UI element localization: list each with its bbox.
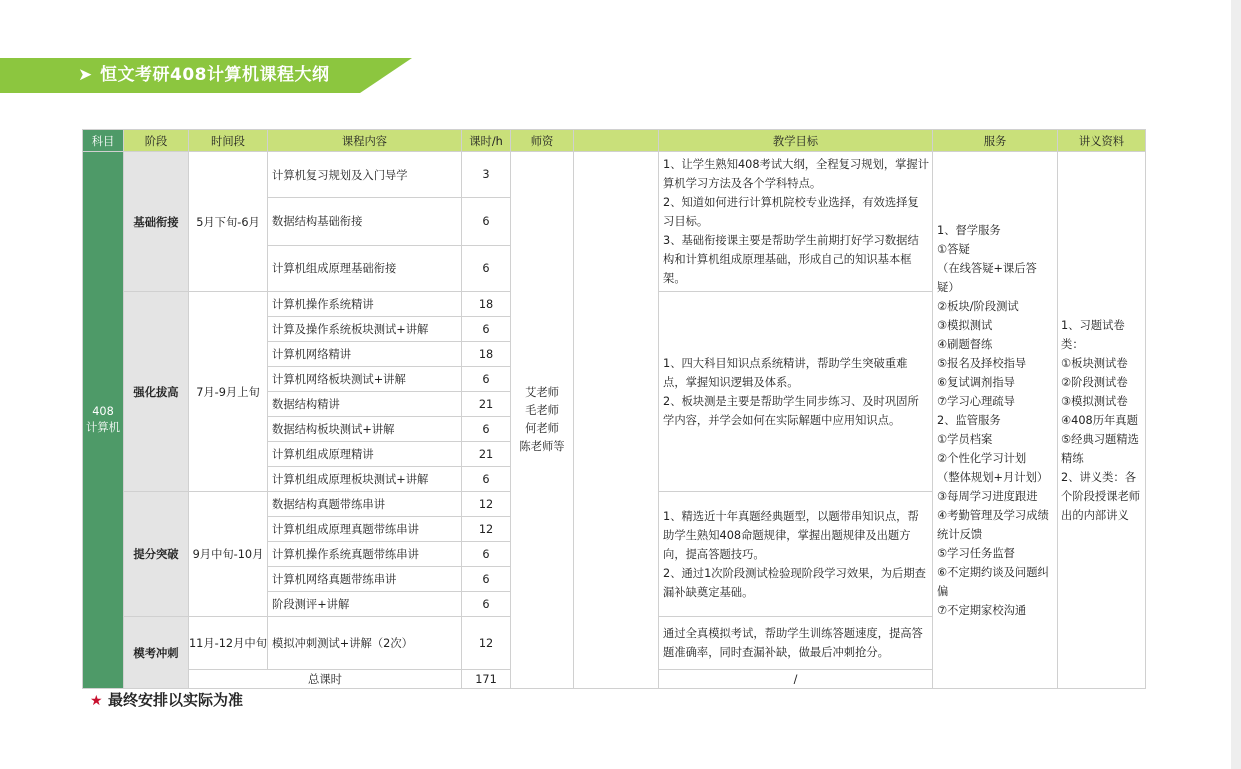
arrow-icon: ➤ (78, 65, 93, 85)
course-content: 数据结构板块测试+讲解 (268, 417, 462, 442)
course-content: 数据结构精讲 (268, 392, 462, 417)
course-hours: 21 (462, 392, 511, 417)
course-hours: 6 (462, 417, 511, 442)
material-cell: 1、习题试卷类： ①板块测试卷 ②阶段测试卷 ③模拟测试卷 ④408历年真题 ⑤经典习题精选精练 2、讲义类：各个阶段授课老师出的内部讲义 (1058, 152, 1146, 689)
course-hours: 6 (462, 542, 511, 567)
header-service: 服务 (933, 130, 1058, 152)
header-row (83, 130, 1146, 152)
stage-period: 7月-9月上旬 (189, 292, 268, 492)
service-cell: 1、督学服务 ①答疑 （在线答疑+课后答疑） ②板块/阶段测试 ③模拟测试 ④刷题督练 ⑤报名及择校指导 ⑥复试调剂指导 ⑦学习心理疏导 2、监管服务 ①学员档案 ②个性化学习计划 （整体规划+月计划） ③每周学习进度跟进 ④考勤管理及学习成绩统计反馈 ⑤学习任务监督 ⑥不定期约谈及问题纠偏 ⑦不定期家校沟通 (933, 152, 1058, 689)
stage-goal: 1、精选近十年真题经典题型，以题带串知识点，帮助学生熟知408命题规律，掌握出题规律及出题方向，提高答题技巧。 2、通过1次阶段测试检验现阶段学习效果，为后期查漏补缺奠定基础。 (659, 492, 933, 617)
course-content: 计算机复习规划及入门导学 (268, 152, 462, 198)
course-content: 计算及操作系统板块测试+讲解 (268, 317, 462, 342)
header-stage: 阶段 (124, 130, 189, 152)
stage-name: 提分突破 (124, 492, 189, 617)
course-content: 阶段测评+讲解 (268, 592, 462, 617)
header-subject: 科目 (83, 130, 124, 152)
total-label: 总课时 (189, 670, 462, 689)
course-hours: 12 (462, 517, 511, 542)
course-hours: 12 (462, 617, 511, 670)
course-content: 模拟冲刺测试+讲解（2次） (268, 617, 462, 670)
header-blank (574, 130, 659, 152)
teacher-cell: 艾老师 毛老师 何老师 陈老师等 (511, 152, 574, 689)
stage-period: 5月下旬-6月 (189, 152, 268, 292)
stage-name: 强化拔高 (124, 292, 189, 492)
total-hours: 171 (462, 670, 511, 689)
header-period: 时间段 (189, 130, 268, 152)
course-hours: 3 (462, 152, 511, 198)
course-content: 计算机组成原理基础衔接 (268, 245, 462, 291)
course-hours: 12 (462, 492, 511, 517)
course-hours: 18 (462, 342, 511, 367)
stage-name: 模考冲刺 (124, 617, 189, 689)
course-content: 计算机组成原理真题带练串讲 (268, 517, 462, 542)
course-hours: 6 (462, 567, 511, 592)
course-hours: 6 (462, 317, 511, 342)
syllabus-table (82, 129, 1146, 689)
course-hours: 6 (462, 367, 511, 392)
header-content: 课程内容 (268, 130, 462, 152)
course-content: 计算机操作系统真题带练串讲 (268, 542, 462, 567)
course-content: 计算机组成原理板块测试+讲解 (268, 467, 462, 492)
course-content: 数据结构基础衔接 (268, 198, 462, 245)
course-content: 计算机网络真题带练串讲 (268, 567, 462, 592)
page-title: 恒文考研408计算机课程大纲 (100, 65, 330, 85)
course-content: 计算机网络板块测试+讲解 (268, 367, 462, 392)
course-content: 计算机组成原理精讲 (268, 442, 462, 467)
stage-goal: 1、让学生熟知408考试大纲，全程复习规划，掌握计算机学习方法及各个学科特点。 2、知道如何进行计算机院校专业选择，有效选择复习目标。 3、基础衔接课主要是帮助学生前期打好学习数据结构和计算机组成原理基础，形成自己的知识基本框架。 (659, 152, 933, 292)
header-hours: 课时/h (462, 130, 511, 152)
page-edge (1231, 0, 1241, 769)
total-goal: / (659, 670, 933, 689)
table-row (83, 152, 1146, 198)
course-hours: 6 (462, 245, 511, 291)
course-hours: 21 (462, 442, 511, 467)
header-material: 讲义资料 (1058, 130, 1146, 152)
course-hours: 6 (462, 198, 511, 245)
stage-name: 基础衔接 (124, 152, 189, 292)
footer-note: 最终安排以实际为准 (108, 691, 244, 709)
course-hours: 18 (462, 292, 511, 317)
course-content: 计算机网络精讲 (268, 342, 462, 367)
stage-goal: 通过全真模拟考试，帮助学生训练答题速度，提高答题准确率，同时查漏补缺，做最后冲刺抢分。 (659, 617, 933, 670)
course-hours: 6 (462, 592, 511, 617)
blank-column (574, 152, 659, 689)
subject-cell: 408 计算机 (83, 152, 124, 689)
header-teacher: 师资 (511, 130, 574, 152)
stage-period: 11月-12月中旬 (189, 617, 268, 670)
star-icon: ★ (90, 693, 103, 709)
stage-period: 9月中旬-10月 (189, 492, 268, 617)
course-content: 计算机操作系统精讲 (268, 292, 462, 317)
course-hours: 6 (462, 467, 511, 492)
stage-goal: 1、四大科目知识点系统精讲，帮助学生突破重难点，掌握知识逻辑及体系。 2、板块测是主要是帮助学生同步练习、及时巩固所学内容，并学会如何在实际解题中应用知识点。 (659, 292, 933, 492)
course-content: 数据结构真题带练串讲 (268, 492, 462, 517)
header-goal: 教学目标 (659, 130, 933, 152)
